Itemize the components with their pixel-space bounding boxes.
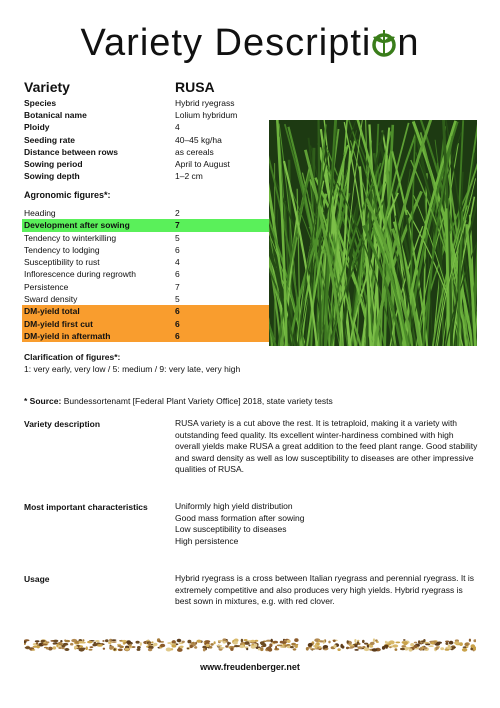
seed-grain [357,646,362,649]
seed-grain [384,645,388,648]
description-label: Variety description [24,419,101,429]
seed-grain [167,642,171,644]
seed-grain [158,640,161,642]
seed-grain [172,644,177,647]
agronomic-label: DM-yield total [24,306,80,317]
seed-grain [389,646,392,648]
seed-grain [431,642,434,645]
spec-label: Botanical name [24,110,87,121]
seed-grain [245,641,250,645]
seed-grain [428,645,433,647]
seed-grain [248,644,250,646]
seed-grain [97,644,103,647]
seed-grain [223,641,226,644]
seed-grain [148,643,151,646]
seed-grain [280,646,285,648]
seed-grain [341,645,344,648]
seed-grain [125,648,130,651]
seed-grain [126,640,131,644]
agronomic-row [22,318,269,330]
seed-grain [182,641,185,643]
variety-name: RUSA [175,79,215,95]
spec-label: Sowing depth [24,171,80,182]
spec-table [24,97,269,182]
seed-grain [258,648,260,651]
seed-grain [246,648,248,651]
agronomic-label: Sward density [24,294,78,305]
spec-row [24,134,269,146]
seed-grain [403,639,406,641]
seed-grain [440,647,444,650]
seed-grain [269,643,272,647]
spec-label: Ploidy [24,122,50,133]
seed-grain [347,647,350,649]
seed-grain [293,648,297,650]
seed-grain [395,648,398,651]
seed-grain [117,644,121,646]
agronomic-value: 5 [175,294,180,305]
seed-grain [318,640,320,642]
description-text: RUSA variety is a cut above the rest. It is tetraploid, making it a variety with outstanding feed quality. Its excellent winter-hardiness combined with high overall yields make RUSA a great addition to the feed plant range. Good stability and sward density as well as low susceptibility to diseases are other impressive qualities of RUSA. [175,418,478,475]
seed-grain [370,642,375,645]
source-text: Bundessortenamt [Federal Plant Variety Office] 2018, state variety tests [63,396,333,406]
seed-grain [418,640,420,644]
seed-grain [271,639,273,643]
seed-grain [354,649,358,651]
seed-grain [177,639,182,643]
agronomic-value: 6 [175,330,180,341]
spec-value: 1–2 cm [175,171,203,182]
seed-grain [92,643,96,646]
seed-grain [90,646,94,648]
seed-grain [203,648,206,651]
agronomic-label: Persistence [24,281,69,292]
seed-grain [387,643,391,645]
seed-grain [355,645,358,647]
agronomic-row [22,268,269,280]
spec-label: Distance between rows [24,146,119,157]
agronomic-label: DM-yield first cut [24,318,93,329]
seed-grain [64,648,69,651]
seed-grain [214,641,216,644]
seed-grain [437,642,442,644]
seed-grain [414,642,417,644]
seed-grain [240,645,245,648]
seed-grain [337,648,340,651]
seed-grain [263,644,267,647]
list-item: Low susceptibility to diseases [175,524,287,535]
seed-grain [209,646,212,649]
seed-grain [333,640,336,643]
leaf-logo-icon [371,29,397,57]
agronomic-label: Development after sowing [24,220,130,231]
seed-grain [187,648,189,650]
seed-grain [24,639,30,641]
list-item: Uniformly high yield distribution [175,501,293,511]
seed-grain [121,640,127,643]
seed-grain [225,645,228,647]
usage-text: Hybrid ryegrass is a cross between Italian ryegrass and perennial ryegrass. It is extremely competitive and also produces very high yields. Hybrid ryegrass is best sown in mixtures, e.g. with red clover. [175,573,475,607]
seed-grain [194,646,197,649]
agronomic-value: 6 [175,318,180,329]
seed-grain [362,646,365,648]
agronomic-label: Tendency to lodging [24,244,100,255]
agronomic-value: 6 [175,306,180,317]
spec-row [24,121,269,133]
seed-grain [102,640,104,642]
seed-grain [295,644,298,648]
seed-grain [273,641,278,644]
list-item: Good mass formation after sowing [175,512,305,523]
seed-grain [160,644,165,648]
seed-grain [315,643,317,646]
seed-grain [82,639,84,642]
seed-grain [190,645,193,648]
seed-grain [421,641,424,643]
seed-grain [290,646,294,648]
seed-grain [230,648,233,651]
seed-grain [233,641,238,645]
source-note [24,396,333,406]
seed-grain [244,639,248,641]
seed-grain [178,647,180,650]
seed-grain [192,642,195,644]
spec-row [24,146,269,158]
seed-grain [111,641,117,643]
seed-grain [153,643,157,646]
seed-grain [268,648,272,652]
seed-grain [392,644,398,647]
spec-row [24,109,269,121]
clarification-text: 1: very early, very low / 5: medium / 9: very late, very high [24,364,241,374]
seed-grain [425,644,430,646]
seed-grain [86,646,88,650]
seed-grain [419,647,422,651]
seed-grain [70,643,73,646]
seed-grain [473,639,476,642]
seed-grain [108,641,111,644]
seed-grain [234,645,239,647]
seed-grain [464,643,468,646]
agronomic-value: 4 [175,257,180,268]
seed-grain [254,644,257,648]
seed-grain [227,642,229,646]
seed-grain [210,643,213,646]
spec-value: April to August [175,158,230,169]
spec-label: Seeding rate [24,134,76,145]
agronomic-title: Agronomic figures*: [24,190,111,200]
seed-grain [349,644,354,646]
list-item: High persistence [175,535,239,546]
seed-grain [118,649,123,652]
seed-grain [402,641,406,644]
spec-value: as cereals [175,146,214,157]
title-text-start: Variety Descripti [80,22,372,64]
agronomic-row [22,256,269,268]
seed-grain [171,648,174,650]
seed-grain [58,647,62,649]
spec-label: Species [24,98,57,108]
seed-grain [129,644,131,647]
seed-grain [385,641,387,644]
seed-grain [462,648,467,652]
agronomic-label: Tendency to winterkilling [24,232,117,243]
seed-grain [372,648,378,651]
seed-grain [216,645,222,647]
seed-grain [281,641,287,644]
seed-grain [459,642,463,646]
seed-grain [369,645,373,648]
title-text-end: n [397,22,420,64]
characteristics-list [175,501,480,547]
agronomic-value: 2 [175,208,180,218]
seed-grain [52,646,56,649]
seed-grain [414,645,418,648]
footer-url: www.freudenberger.net [200,662,300,672]
seed-grain [137,646,141,649]
seed-grain [357,640,359,642]
agronomic-row [22,207,269,219]
seed-grain [180,646,183,648]
spec-label: Sowing period [24,158,83,169]
seed-grain [266,640,271,642]
spec-value: 40–45 kg/ha [175,134,222,145]
seed-grain [287,640,291,643]
seed-grain [42,644,48,646]
seed-grain [449,641,454,645]
seed-strip-image [24,636,476,654]
seed-grain [405,647,409,651]
agronomic-value: 7 [175,281,180,292]
seed-grain [65,640,70,642]
clarification-title: Clarification of figures*: [24,352,121,362]
seed-grain [187,640,191,644]
seed-grain [151,641,153,643]
agronomic-label: DM-yield in aftermath [24,330,111,341]
seed-grain [36,642,38,644]
seed-grain [79,648,85,652]
seed-grain [60,640,62,642]
source-label: * Source: [24,396,62,406]
seed-grain [206,644,210,647]
seed-grain [323,645,328,648]
seed-grain [105,639,109,642]
seed-grain [376,641,379,643]
seed-grain [275,646,277,650]
seed-grain [423,647,428,649]
seed-grain [103,648,105,650]
seed-grain [87,641,93,644]
agronomic-value: 7 [175,220,180,231]
agronomic-row [22,330,269,342]
agronomic-label: Susceptibility to rust [24,257,100,268]
seed-grain [447,647,452,649]
seed-grain [328,641,330,644]
agronomic-value: 5 [175,232,180,243]
seed-grain [36,646,40,648]
seed-grain [79,641,83,644]
agronomic-row [22,232,269,244]
seed-grain [333,645,336,649]
seed-grain [410,643,414,647]
spec-row [24,97,269,109]
seed-grain [373,638,375,642]
seed-grain [148,648,152,651]
agronomic-label: Inflorescence during regrowth [24,269,136,280]
agronomic-row [22,281,269,293]
seed-grain [25,647,31,649]
seed-grain [218,640,223,642]
seed-grain [294,638,298,642]
seed-grain [250,640,255,643]
seed-grain [445,641,449,643]
seed-grain [454,641,460,644]
seed-grain [136,641,140,644]
seed-grain [44,647,48,649]
seed-grain [53,640,58,643]
agronomic-row [22,219,269,231]
seed-grain [89,649,93,651]
seed-grain [219,647,225,649]
seed-grain [395,642,400,644]
spec-value: 4 [175,122,180,133]
seed-grain [63,643,68,646]
seed-grain [347,640,349,643]
seed-grain [308,643,313,647]
agronomic-table [22,207,269,342]
seed-grain [60,643,62,645]
seed-grain [359,643,361,645]
characteristics-label: Most important characteristics [24,502,148,512]
seed-grain [196,640,201,643]
seed-grain [119,646,124,648]
agronomic-label: Heading [24,208,56,218]
seed-grain [111,639,116,641]
seed-grain [95,640,99,642]
seed-grain [310,648,316,650]
seed-grain [471,644,476,648]
seed-grain [362,640,365,643]
seed-grain [409,648,413,651]
grass-photo [269,120,477,346]
agronomic-row [22,244,269,256]
spec-value: Hybrid ryegrass [175,98,235,108]
seed-grain [46,641,50,643]
seed-grain [140,642,142,646]
seed-grain [241,639,243,642]
seed-grain [31,649,35,651]
seed-grain [469,639,471,642]
agronomic-value: 6 [175,244,180,255]
seed-grain [436,646,439,649]
seed-grain [53,643,57,645]
agronomic-row [22,305,269,317]
spec-value: Lolium hybridum [175,110,238,121]
agronomic-value: 6 [175,269,180,280]
spec-row [24,158,269,170]
page-title [0,22,500,65]
seed-grain [445,642,448,645]
seed-grain [354,639,356,642]
spec-row [24,170,269,182]
variety-label: Variety [24,79,70,95]
seed-grain [35,640,40,642]
seed-grain [114,648,116,650]
usage-label: Usage [24,574,50,584]
agronomic-row [22,293,269,305]
seed-grain [74,646,78,648]
seed-grain [277,645,282,647]
seed-grain [260,647,263,651]
